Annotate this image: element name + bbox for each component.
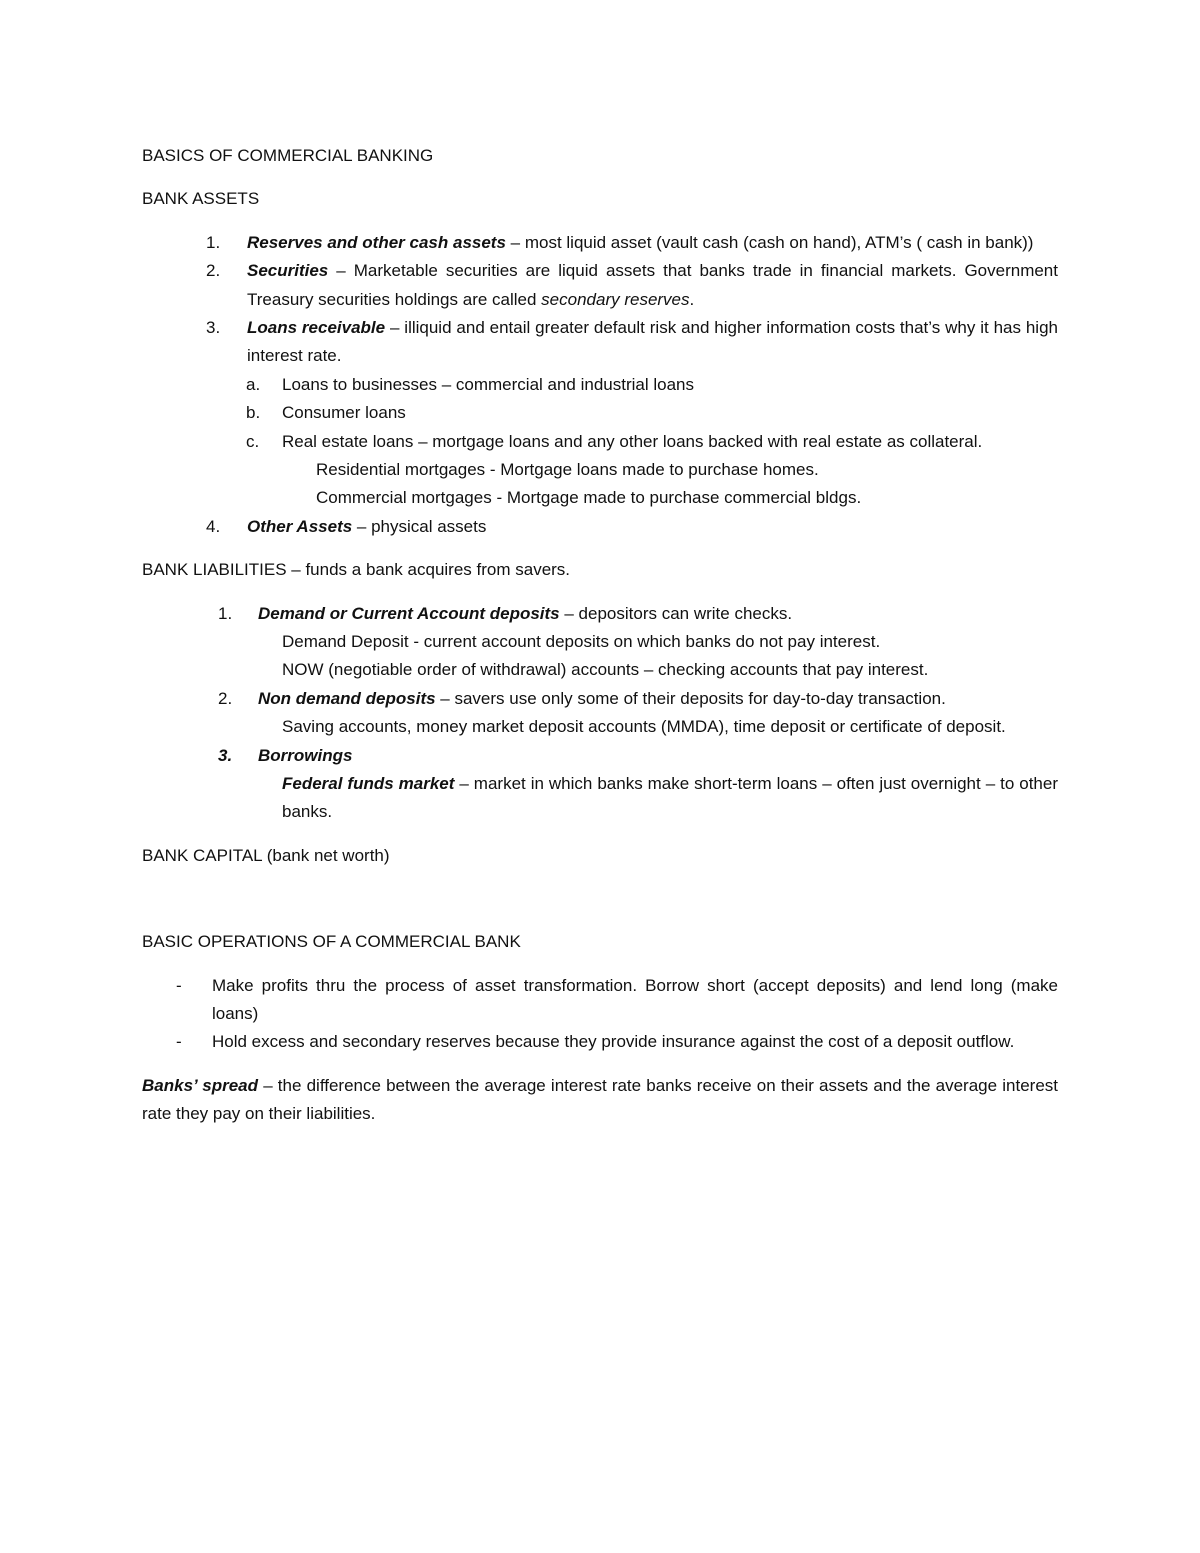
document-content xyxy=(142,142,1058,1129)
asset-item-3: 3. Loans receivable – illiquid and entail greater default risk and higher information costs that’s why it has high interest rate. xyxy=(206,318,1058,366)
federal-funds-def: Federal funds market – market in which banks make short-term loans – often just overnight – to other banks. xyxy=(282,774,1058,822)
liability-item-1: 1. Demand or Current Account deposits – depositors can write checks. xyxy=(218,603,793,623)
operations-bullet-1: - Make profits thru the process of asset transformation. Borrow short (accept deposits) and lend long (make loans) xyxy=(176,975,1058,1024)
commercial-mortgages: Commercial mortgages - Mortgage made to purchase commercial bldgs. xyxy=(316,488,862,508)
banks-spread-def: Banks’ spread – the difference between the average interest rate banks receive on their assets and the average interest rate they pay on their liabilities. xyxy=(142,1075,1058,1124)
bank-assets-heading: BANK ASSETS xyxy=(142,189,260,209)
asset-item-2: 2. Securities – Marketable securities are liquid assets that banks trade in financial markets. Government Treasury securities holdings are called secondary reserves. xyxy=(206,261,1058,309)
non-demand-deposits-def: Saving accounts, money market deposit accounts (MMDA), time deposit or certificate of deposit. xyxy=(282,717,1006,737)
demand-deposit-def: Demand Deposit - current account deposits on which banks do not pay interest. xyxy=(282,632,881,652)
bank-capital-heading: BANK CAPITAL (bank net worth) xyxy=(142,845,390,865)
liability-item-3: 3. Borrowings xyxy=(218,745,353,765)
asset-item-1: 1. Reserves and other cash assets – most liquid asset (vault cash (cash on hand), ATM’s ( cash in bank)) xyxy=(206,232,1034,252)
document-title: BASICS OF COMMERCIAL BANKING xyxy=(142,146,434,165)
bank-liabilities-heading: BANK LIABILITIES – funds a bank acquires from savers. xyxy=(142,560,571,580)
loan-subitem-c: c. Real estate loans – mortgage loans and any other loans backed with real estate as collateral. xyxy=(246,431,983,451)
loan-subitem-a: a. Loans to businesses – commercial and industrial loans xyxy=(246,374,695,394)
residential-mortgages: Residential mortgages - Mortgage loans made to purchase homes. xyxy=(316,460,819,480)
now-accounts-def: NOW (negotiable order of withdrawal) accounts – checking accounts that pay interest. xyxy=(282,660,929,680)
operations-heading: BASIC OPERATIONS OF A COMMERCIAL BANK xyxy=(142,932,521,952)
loan-subitem-b: b. Consumer loans xyxy=(246,403,406,423)
operations-bullet-2: - Hold excess and secondary reserves because they provide insurance against the cost of a deposit outflow. xyxy=(176,1032,1015,1052)
asset-item-4: 4. Other Assets – physical assets xyxy=(206,516,487,536)
liability-item-2: 2. Non demand deposits – savers use only some of their deposits for day-to-day transaction. xyxy=(218,688,946,708)
